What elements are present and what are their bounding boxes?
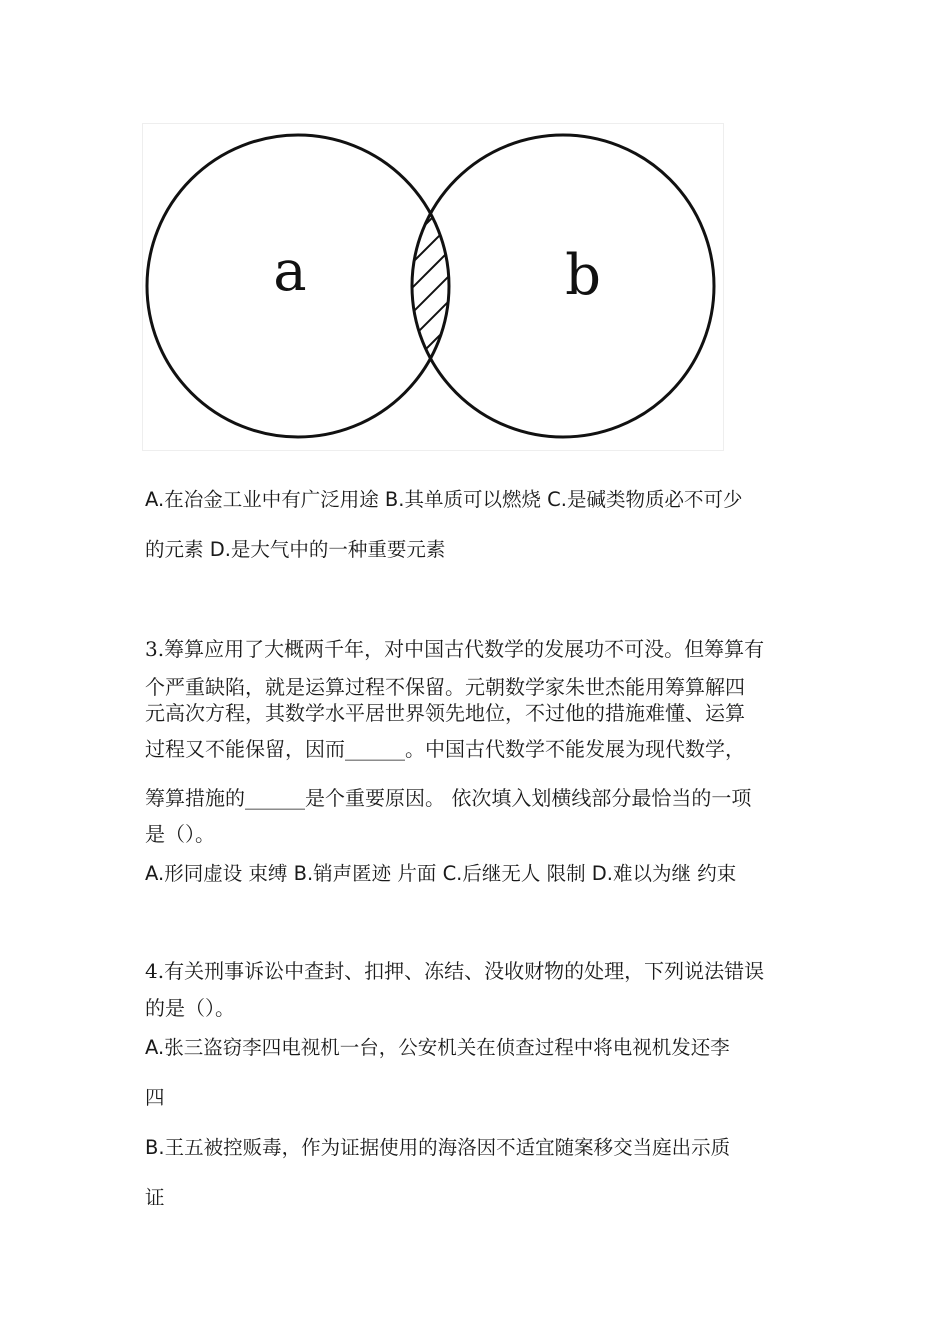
circle-b-label: b xyxy=(565,243,601,308)
circle-b xyxy=(412,135,714,437)
q3-text-line-1: 3.筹算应用了大概两千年，对中国古代数学的发展功不可没。但筹算有 xyxy=(145,637,765,661)
q4-option-b-line-1: B.王五被控贩毒，作为证据使用的海洛因不适宜随案移交当庭出示质 xyxy=(145,1136,731,1159)
circle-a-label: a xyxy=(273,239,307,304)
q3-text-line-5: 筹算措施的______是个重要原因。 依次填入划横线部分最恰当的一项 xyxy=(145,786,752,810)
q3-options: A.形同虚设 束缚 B.销声匿迹 片面 C.后继无人 限制 D.难以为继 约束 xyxy=(145,862,737,885)
q4-text-line-2: 的是（）。 xyxy=(145,996,235,1020)
q4-option-a-line-2: 四 xyxy=(145,1086,165,1109)
q3-text-line-4: 过程又不能保留，因而______。中国古代数学不能发展为现代数学， xyxy=(145,737,745,761)
q4-option-a-line-1: A.张三盗窃李四电视机一台，公安机关在侦查过程中将电视机发还李 xyxy=(145,1036,730,1059)
q3-text-line-6: 是（）。 xyxy=(145,822,215,846)
q4-option-b-line-2: 证 xyxy=(145,1186,165,1209)
venn-diagram xyxy=(143,124,723,450)
q2-options-line-2: 的元素 D.是大气中的一种重要元素 xyxy=(145,538,446,561)
q3-text-line-2: 个严重缺陷，就是运算过程不保留。元朝数学家朱世杰能用筹算解四 xyxy=(145,675,745,699)
venn-diagram-svg xyxy=(143,124,723,450)
q2-options-line-1: A.在冶金工业中有广泛用途 B.其单质可以燃烧 C.是碱类物质必不可少 xyxy=(145,488,743,511)
q3-text-line-3: 元高次方程，其数学水平居世界领先地位，不过他的措施难懂、运算 xyxy=(145,701,745,725)
q4-text-line-1: 4.有关刑事诉讼中查封、扣押、冻结、没收财物的处理，下列说法错误 xyxy=(145,959,765,983)
